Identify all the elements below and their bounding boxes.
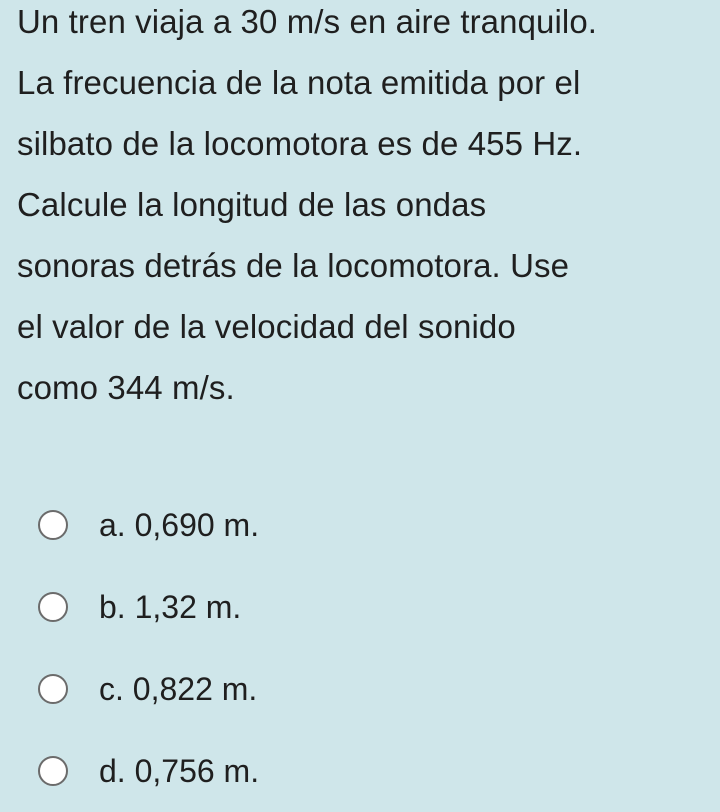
question-line: como 344 m/s. bbox=[17, 369, 235, 406]
question-line: Calcule la longitud de las ondas bbox=[17, 186, 487, 223]
radio-button-c[interactable] bbox=[38, 674, 68, 704]
option-d-label[interactable]: d. 0,756 m. bbox=[99, 753, 260, 789]
option-c[interactable] bbox=[38, 648, 698, 730]
question-line: el valor de la velocidad del sonido bbox=[17, 308, 516, 345]
option-b-label[interactable]: b. 1,32 m. bbox=[99, 589, 242, 625]
radio-button-a[interactable] bbox=[38, 510, 68, 540]
question-line: Un tren viaja a 30 m/s en aire tranquilo. bbox=[17, 3, 598, 40]
question-line: silbato de la locomotora es de 455 Hz. bbox=[17, 125, 583, 162]
answer-options bbox=[38, 484, 698, 812]
radio-button-b[interactable] bbox=[38, 592, 68, 622]
option-a-label[interactable]: a. 0,690 m. bbox=[99, 507, 260, 543]
radio-button-d[interactable] bbox=[38, 756, 68, 786]
question-text bbox=[17, 0, 717, 418]
question-line: La frecuencia de la nota emitida por el bbox=[17, 64, 581, 101]
option-a[interactable] bbox=[38, 484, 698, 566]
option-d[interactable] bbox=[38, 730, 698, 812]
question-line: sonoras detrás de la locomotora. Use bbox=[17, 247, 570, 284]
option-c-label[interactable]: c. 0,822 m. bbox=[99, 671, 258, 707]
option-b[interactable] bbox=[38, 566, 698, 648]
